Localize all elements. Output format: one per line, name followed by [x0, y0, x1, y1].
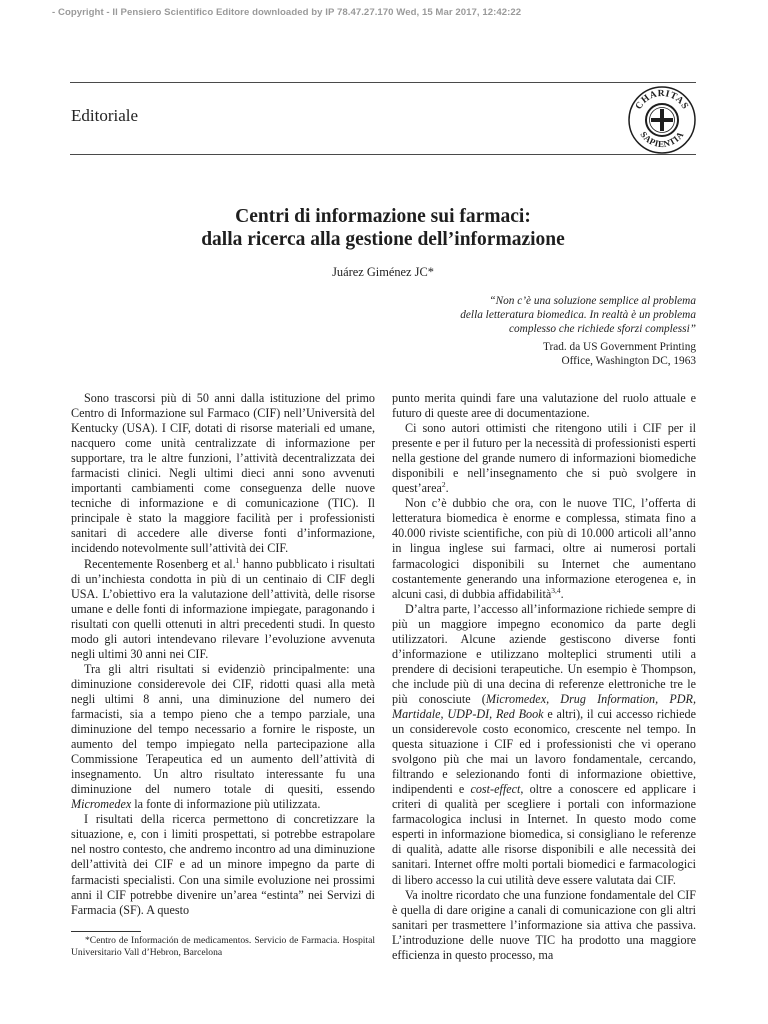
body-paragraph-2: [71, 557, 375, 662]
paragraph-text: Ci sono autori ottimisti che ritengono utili i CIF per il presente e per il futuro per la necessità di professionisti esperti nella gestione del grande numero di informazioni biomediche disponibili e nell’insegnamento che si può svolgere in quest’area: [392, 421, 696, 496]
paragraph-text: Non c’è dubbio che ora, con le nuove TIC, l’offerta di letteratura biomedica è enorme e complessa, stimata fino a 40.000 riviste scientifiche, con più di 10.000 articoli all’anno in lingua inglese sui farmaci, oltre ai numerosi portali farmacologici disponibili su Internet che aumentano costantemente generando una informazione eterogenea e, in alcuni casi, di dubbia affidabilità: [392, 496, 696, 601]
body-paragraph-3: [71, 662, 375, 812]
paragraph-text: hanno pubblicato i risultati di un’inchiesta condotta in più di un centinaio di CIF degli USA. L’obiettivo era la valutazione dell’attività, delle risorse umane e delle fonti di informazione impiegate, paragonando i risultati con quelli ottenuti in altri precedenti studi. In questo modo gli autori intendevano rilevare l’evoluzione avvenuta negli ultimi 30 anni nei CIF.: [71, 556, 375, 661]
article-title-line-1: Centri di informazione sui farmaci:: [235, 206, 531, 227]
section-label: Editoriale: [71, 106, 139, 125]
body-paragraph-5: punto merita quindi fare una valutazione del ruolo attuale e futuro di queste aree di documentazione.: [392, 391, 696, 421]
epigraph-line-2: della letteratura biomedica. In realtà è un problema: [460, 308, 696, 321]
citation-ref: 1: [235, 555, 240, 565]
svg-text:CHARITAS: CHARITAS: [634, 88, 690, 112]
article-title-line-2: dalla ricerca alla gestione dell’informazione: [201, 229, 565, 250]
paragraph-text: Recentemente Rosenberg et al.: [84, 556, 236, 571]
footnote-text: *Centro de Información de medicamentos. Servicio de Farmacia. Hospital Universitario Vall d’Hebron, Barcelona: [71, 935, 375, 958]
paragraph-text: Tra gli altri risultati si evidenziò principalmente: una diminuzione considerevole dei CIF, ridotti quasi alla metà negli ultimi 8 anni, una diminuzione del numero dei farmacisti, sia a tempo pieno che a tempo parziale, una diminuzione del tempo necessario a fornire le risposte, un aumento del tempo impiegato nella partecipazione alla Commissione Terapeutica ed un aumento dell’attività di insegnamento. Un altro risultato interessante fu una diminuzione del numero totale di quesiti, essendo: [71, 661, 375, 797]
body-paragraph-8: [392, 602, 696, 888]
body-column-right: [392, 391, 696, 963]
footnote-rule: [71, 931, 141, 932]
citation-ref: 3,4: [551, 585, 561, 595]
epigraph-quote: [376, 295, 696, 336]
paragraph-text: D’altra parte, l’accesso all’informazione richiede sempre di più un maggiore impegno economico da parte degli utilizzatori. Alcune aziende gestiscono diverse fonti d’informazione e utilizzano molteplici strumenti utili a prendere di decisioni terapeutiche. Un esempio è Thompson, che include più di una decina di referenze elettroniche tre le più conosciute (: [392, 601, 696, 706]
paragraph-text: .: [445, 481, 449, 496]
svg-text:SAPIENTIA: SAPIENTIA: [638, 129, 686, 150]
paragraph-text: e altri), il cui accesso richiede un considerevole costo economico, crescente nel tempo. In questa situazione i CIF ed i professionisti che vi operano svolgono più che mai un lavoro fondamentale, cercando, filtrando e selezionando fonti di informazione obiettive, indipendenti e: [392, 706, 696, 797]
italic-term: cost-effect: [470, 782, 521, 797]
charitas-sapientia-seal-logo: [628, 86, 696, 154]
epigraph-line-3: complesso che richiede sforzi complessi”: [509, 322, 696, 335]
body-column-left: [71, 391, 375, 918]
copyright-notice: - Copyright - Il Pensiero Scientifico Editore downloaded by IP 78.47.27.170 Wed, 15 Mar 2017, 12:42:22: [52, 7, 522, 18]
italic-term: Micromedex: [71, 797, 132, 812]
body-paragraph-7: [392, 496, 696, 601]
body-paragraph-1: Sono trascorsi più di 50 anni dalla istituzione del primo Centro di Informazione sul Farmaco (CIF) nell’Università del Kentucky (USA). I CIF, dotati di risorse materiali ed umane, nacquero come unità centralizzate di informazione per supportare, tra le altre funzioni, l’attività decentralizzata dei farmacisti clinici. Negli ultimi dieci anni sono avvenuti importanti cambiamenti come conseguenza delle nuove tecniche di informazione e di comunicazione (TIC). Il principale è stato la maggiore facilità per i professionisti sanitari di accedere alle diverse fonti d’informazione, incidendo notevolmente sull’attività dei CIF.: [71, 391, 375, 556]
epigraph-source: [396, 341, 696, 369]
epigraph-line-1: “Non c’è una soluzione semplice al problema: [489, 295, 696, 307]
epigraph-source-line-2: Office, Washington DC, 1963: [561, 354, 696, 367]
header-top-rule: [70, 82, 696, 83]
body-paragraph-6: [392, 421, 696, 496]
article-title: [70, 205, 696, 251]
header-bottom-rule: [70, 154, 696, 155]
body-paragraph-4: I risultati della ricerca permettono di concretizzare la situazione, e, con i limiti prospettati, si potrebbe estrapolare nel nostro contesto, che andremo incontro ad una diminuzione dell’attività dei CIF e ad un minore impegno da parte di farmacisti specialisti. Con una simile evoluzione nei prossimi anni il CIF potrebbe divenire un’area “estinta” nei Servizi di Farmacia (SF). A questo: [71, 812, 375, 917]
italic-term: Micromedex, Drug Information, PDR, Martidale, UDP-DI, Red Book: [392, 691, 696, 721]
paragraph-text: .: [560, 586, 564, 601]
footnote: [71, 935, 375, 959]
body-paragraph-9: Va inoltre ricordato che una funzione fondamentale del CIF è quella di dare origine a canali di comunicazione con gli altri sanitari per trasmettere l’informazione sia attiva che passiva. L’introduzione delle nuove TIC ha prodotto una maggiore efficienza in questo processo, ma: [392, 887, 696, 962]
epigraph-source-line-1: Trad. da US Government Printing: [542, 341, 696, 353]
article-author: Juárez Giménez JC*: [332, 265, 434, 279]
paragraph-text: la fonte di informazione più utilizzata.: [131, 797, 321, 812]
citation-ref: 2: [441, 480, 446, 490]
paragraph-text: , oltre a conoscere ed applicare i criteri di qualità per scegliere i portali con informazione farmacologica inclusi in Internet. In questo modo come esperti in informazione biomedica, si consigliano le referenze di qualità, adatte alle risorse disponibili e alle necessità dei sanitari. Internet offre molti portali biomedici e farmacologici di libero accesso la cui utilità deve essere valutata dai CIF.: [392, 782, 697, 887]
